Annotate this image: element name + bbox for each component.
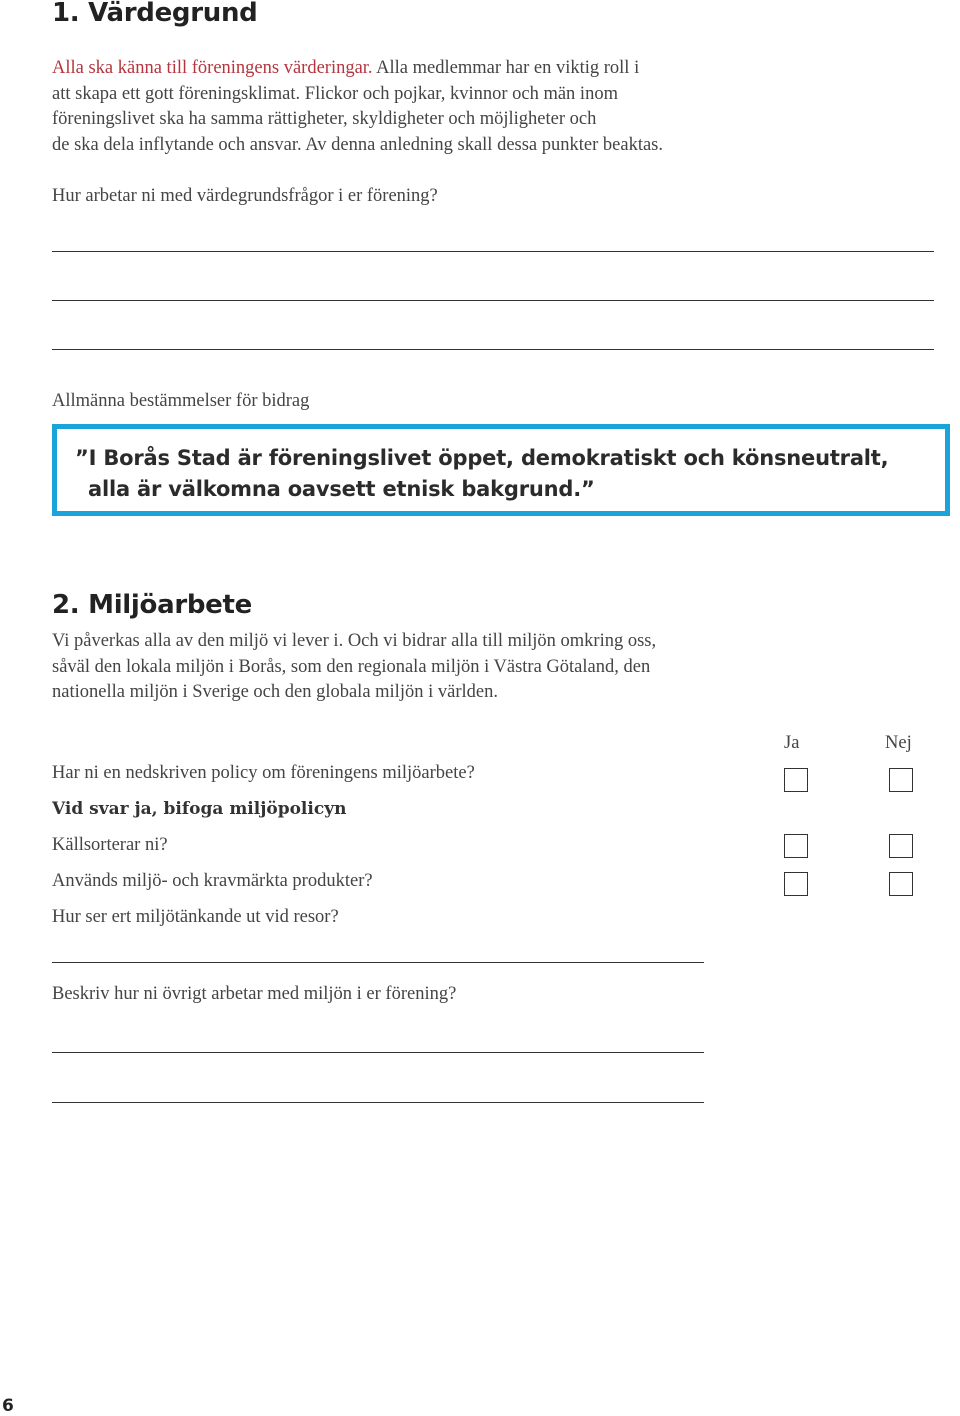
- vardegrund-question: Hur arbetar ni med värdegrundsfrågor i er förening?: [52, 186, 438, 206]
- intro-line-4: de ska dela inflytande och ansvar. Av denna anledning skall dessa punkter beaktas.: [52, 134, 663, 155]
- answer-line[interactable]: [52, 300, 934, 301]
- policy-ja-checkbox[interactable]: [784, 768, 808, 792]
- products-nej-checkbox[interactable]: [889, 872, 913, 896]
- answer-line[interactable]: [52, 251, 934, 252]
- question-sorting: Källsorterar ni?: [52, 835, 168, 855]
- intro-line-1: [52, 56, 663, 82]
- miljo-intro-line-2: såväl den lokala miljön i Borås, som den regionala miljön i Västra Götaland, den: [52, 656, 651, 677]
- answer-line[interactable]: [52, 1052, 704, 1053]
- policy-nej-checkbox[interactable]: [889, 768, 913, 792]
- page-number: 6: [2, 1396, 14, 1416]
- column-header-ja: Ja: [784, 733, 800, 753]
- answer-line[interactable]: [52, 962, 704, 963]
- sorting-nej-checkbox[interactable]: [889, 834, 913, 858]
- miljo-intro-line-1: Vi påverkas alla av den miljö vi lever i. Och vi bidrar alla till miljön omkring oss,: [52, 631, 657, 651]
- section-heading-vardegrund: 1. Värdegrund: [52, 0, 258, 28]
- intro-line-3: föreningslivet ska ha samma rättigheter, skyldigheter och möjligheter och: [52, 109, 597, 130]
- section-heading-miljoarbete: 2. Miljöarbete: [52, 590, 252, 620]
- question-travel: Hur ser ert miljötänkande ut vid resor?: [52, 907, 339, 927]
- intro-line-1-rest: Alla medlemmar har en viktig roll i: [372, 58, 640, 78]
- quote-line-1: ”I Borås Stad är föreningslivet öppet, demokratiskt och könsneutralt,: [75, 446, 889, 470]
- quote-line-2: alla är välkomna oavsett etnisk bakgrund.”: [88, 477, 595, 501]
- question-other: Beskriv hur ni övrigt arbetar med miljön i er förening?: [52, 984, 457, 1004]
- column-header-nej: Nej: [885, 733, 912, 753]
- question-products: Används miljö- och kravmärkta produkter?: [52, 871, 373, 891]
- policy-note: Vid svar ja, bifoga miljöpolicyn: [52, 799, 347, 819]
- vardegrund-intro: [52, 56, 663, 158]
- intro-line-2: att skapa ett gott föreningsklimat. Flickor och pojkar, kvinnor och män inom: [52, 83, 618, 104]
- intro-highlight: Alla ska känna till föreningens värderingar.: [52, 58, 373, 78]
- quote-box: [52, 424, 950, 516]
- products-ja-checkbox[interactable]: [784, 872, 808, 896]
- question-policy: Har ni en nedskriven policy om föreningens miljöarbete?: [52, 763, 475, 783]
- answer-line[interactable]: [52, 1102, 704, 1103]
- miljo-intro-line-3: nationella miljön i Sverige och den globala miljön i världen.: [52, 682, 498, 703]
- sorting-ja-checkbox[interactable]: [784, 834, 808, 858]
- miljo-intro: [52, 629, 656, 706]
- answer-line[interactable]: [52, 349, 934, 350]
- quote-text: [75, 443, 888, 505]
- general-provisions-label: Allmänna bestämmelser för bidrag: [52, 391, 310, 411]
